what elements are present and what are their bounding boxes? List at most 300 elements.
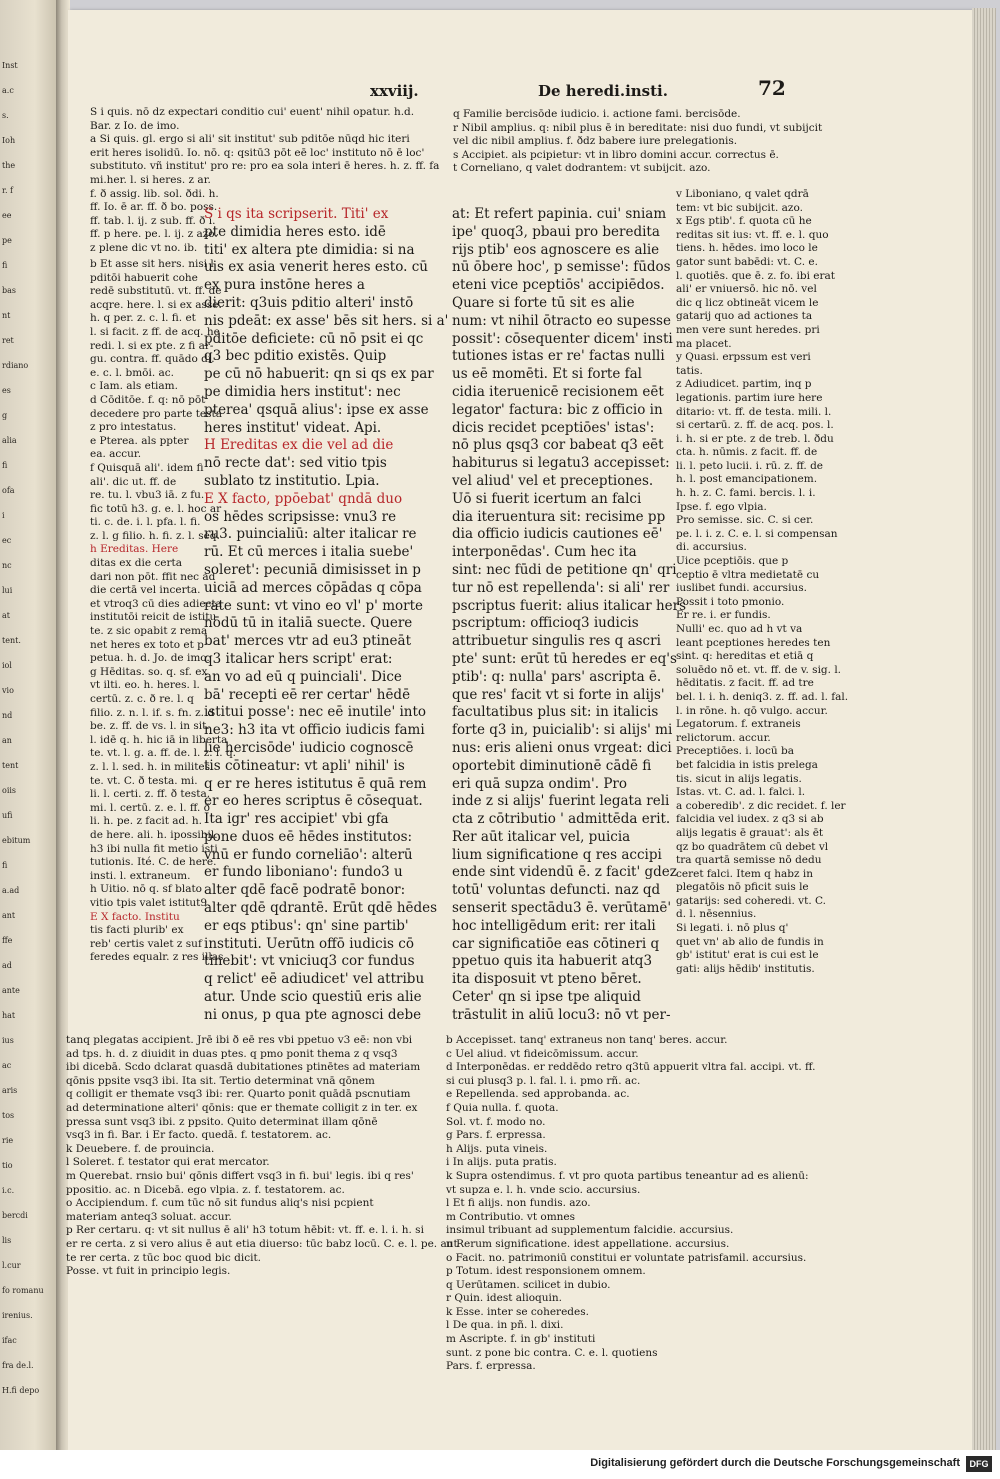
text-line: Ipse. f. ego vlpia. [676,500,767,513]
text-line: filio. z. n. l. if. s. fn. z. d [90,706,215,719]
left-page-fragment-line: fi [2,861,8,870]
left-page-fragment-line: nt [2,311,11,320]
text-line: pone duos eē hēdes institutos: [204,828,413,845]
left-page-fragment-line: ac [2,1061,12,1070]
text-line: a Si quis. gl. ergo si ali' sit institut' sub pditōe nūqd hic iteri [90,133,410,146]
left-page-fragment-line: g [2,411,8,420]
text-line: tis. sicut in alijs legatis. [676,772,802,785]
text-line: Rer aūt italicar vel, puicia [452,828,631,845]
text-line: Er re. i. er fundis. [676,609,771,622]
text-line: bat' merces vtr ad eu3 ptineāt [204,633,412,650]
text-line: de here. ali. h. ipossibil. [90,828,218,841]
text-line: rū. Et cū merces i italia suebe' [204,544,414,561]
footer-bar [0,1450,1000,1479]
text-line: materiam anteq3 soluat. accur. [66,1210,232,1223]
book-page [68,10,972,1450]
text-line: te. vt. C. ð testa. mi. [90,774,198,787]
text-line: ea. accur. [90,448,142,461]
text-line: Bar. z Io. de imo. [90,119,180,132]
text-line: nō plus qsq3 cor babeat q3 eēt [452,437,664,454]
text-line: m Contributio. vt omnes [446,1210,576,1223]
text-line: vsq3 in fi. Bar. i Er facto. quedā. f. testatorem. ac. [66,1129,332,1142]
text-line: an vo ad eū q puinciali'. Dice [204,668,402,685]
text-line: facultatibus plus sit: in italicis [452,704,659,721]
left-page-fragment-line: a.ad [2,886,20,895]
left-page-fragment-line: ad [2,961,12,970]
text-line: vitio tpis valet istitut9. [90,896,211,909]
text-line: net heres ex toto et p [90,638,204,651]
text-line: vel aliud' vel et preceptiones. [452,472,654,489]
text-line: cidia iteruenicē recisionem eēt [452,383,664,400]
text-line: relictorum. accur. [676,731,771,744]
text-line: ditario: vt. ff. de testa. mili. l. [676,405,832,418]
text-line: x Egs ptib'. f. quota cū he [676,215,812,228]
text-line: soleret': pecuniā dimisisset in p [204,561,421,578]
text-line: si certarū. z. ff. de acq. pos. l. [676,419,834,432]
text-line: e Repellenda. sed approbanda. ac. [446,1088,630,1101]
left-page-fragment-line: i [2,511,5,520]
text-line: gati: alijs hēdib' institutis. [676,962,815,975]
text-line: alter qdē facē podratē bonor: [204,882,406,899]
left-page-fragment-line: s. [2,111,9,120]
text-line: be. z. ff. de vs. l. in sit. [90,720,210,733]
text-line: z. l. l. sed. h. in milites [90,760,211,773]
text-line: tutiones istas er re' factas nulli [452,348,665,365]
text-line: qz bo quadrātem cū debet vl [676,840,829,853]
text-line: H Ereditas ex die vel ad die [204,437,394,454]
text-line: Sol. vt. f. modo no. [446,1115,546,1128]
text-line: die certā vel incerta. [90,584,201,597]
text-line: li. h. pe. z facit ad. h. [90,815,203,828]
text-line: nō recte dat': sed vitio tpis [204,455,387,472]
left-page-fragment-line: ebitum [2,836,31,845]
text-line: ibi dicebā. Scdo dclarat quasdā dubitationes ptinētes ad materiam [66,1061,421,1074]
text-line: li. l. certi. z. ff. ð testa. [90,788,211,801]
text-line: g Hēditas. so. q. sf. ex [90,665,208,678]
text-line: ni onus, p qua pte agnosci debe [204,1006,422,1023]
text-line: l. idē q. h. hic iā in liberta [90,733,228,746]
text-line: tinebit': vt vniciuq3 cor fundus [204,953,415,970]
text-line: quet vn' ab alio de fundis in [676,935,824,948]
left-page-fragment-line: ffe [2,936,13,945]
text-line: possit': cōsequenter dicem' insti [452,330,673,347]
text-line: v Liboniano, q valet qdrā [676,188,809,200]
text-line: trāstulit in aliū locu3: nō vt per- [452,1006,671,1023]
text-line: te. z sic opabit z rema [90,625,208,638]
left-page-fragment-line: i.c. [2,1186,15,1195]
text-line: insti. l. extraneum. [90,869,191,882]
text-line: ppositio. ac. n Dicebā. ego vlpia. z. f. testatorem. ac. [66,1183,345,1196]
text-line: z pro intestatus. [90,421,177,434]
text-line: z Adiudicet. partim, inq p [676,378,812,391]
text-line: Pro semisse. sic. C. si cer. [676,514,814,527]
left-page-fragment-line: ofa [2,486,15,495]
text-line: Pars. f. erpressa. [446,1360,536,1373]
text-line: sunt. z pone bic contra. C. e. l. quotiens [446,1346,658,1359]
text-line: ad determinatione alteri' qōnis: que er themate colligit z in ter. ex [66,1101,418,1114]
text-line: b Et asse sit hers. nisi l [90,258,214,270]
text-line: c Uel aliud. vt fideicōmissum. accur. [446,1047,639,1060]
text-line: er eo heres scriptus ē cōsequat. [204,793,423,810]
text-line: d Interponēdas. er reddēdo retro q3tū appuerit vltra fal. accipi. vt. ff. [446,1061,816,1074]
text-line: f Quia nulla. f. quota. [446,1101,559,1114]
text-line: vt ilti. eo. h. heres. l. [90,679,200,692]
text-line: c Iam. als etiam. [90,380,178,393]
text-line: pe. l. i. z. C. e. l. si compensan [676,527,838,540]
text-line: atur. Unde scio questiū eris alie [204,989,422,1006]
text-line: q colligit er themate vsq3 ibi: rer. Quarto ponit quādā pscnutiam [66,1088,411,1101]
text-line: ex pura instōne heres a [204,277,365,294]
text-line: tanq plegatas accipient. Jrē ibi ð eē res vbi ppetuo v3 eē: non vbi [66,1034,413,1046]
left-page-fragment-line: ufi [2,811,13,820]
left-page-fragment-line: alia [2,436,17,445]
text-line: ceret falci. Item q habz in [676,867,813,880]
text-line: dia iteruentura sit: recisime pp [452,508,666,525]
text-line: ti. c. de. i. l. pfa. l. fi. [90,516,201,529]
text-line: ceptio ē vltra medietatē cu [676,568,820,581]
text-line: b Accepisset. tanq' extraneus non tanq' beres. accur. [446,1034,728,1046]
left-page-fragment-line: a.c [2,86,14,95]
text-line: reb' certis valet z suf [90,937,202,950]
text-line: forte q3 in, puicialib': si alijs' mi [452,722,673,739]
text-line: institutōi reicit de istitu [90,611,217,624]
text-line: er eqs ptibus': qn' sine partib' [204,917,409,934]
text-line: hoc intelligēdum erit: rer itali [452,917,656,934]
text-line: h3 ibi nulla fit metio isti [90,842,218,855]
left-page-fragment-line: the [2,161,16,170]
text-line: q relict' eē adiudicet' vel attribu [204,971,425,988]
left-page-fragment-line: lis [2,1236,12,1245]
left-page-fragment-line: ec [2,536,12,545]
text-line: q3 bec pditio existēs. Quip [204,348,387,365]
left-page-fragment-line: at [2,611,10,620]
text-line: E X facto, ppōebat' qndā duo [204,490,403,507]
text-line: Posse. vt fuit in principio legis. [66,1265,231,1278]
text-line: ita disposuit vt pteno bēret. [452,971,642,988]
text-line: habiturus si legatu3 accepisset: [452,455,670,472]
text-line: tutionis. Ité. C. de here. [90,856,217,869]
text-line: acqre. here. l. si ex asse. [90,298,222,311]
text-line: d. l. nēsennius. [676,908,757,921]
text-line: y Quasi. erpssum est veri [676,351,811,364]
text-line: e Pterea. als ppter [90,434,189,447]
running-head-title: De heredi.insti. [538,82,668,100]
text-line: E X facto. Institu [90,910,180,923]
text-line: nus: eris alieni onus vrgeat: dici [452,739,672,756]
text-line: plegatōis nō pficit suis le [676,881,809,894]
text-line: vnū er fundo corneliāo': alterū [204,846,413,863]
text-line: l. quotiēs. que ē. z. fo. ibi erat [676,269,836,282]
text-line: pe cū nō habuerit: qn si qs ex par [204,366,434,383]
page-edges [972,8,996,1450]
left-page-fragment-line: bercdi [2,1211,28,1220]
text-line: l. in rōne. h. qō vulgo. accur. [676,704,828,717]
left-page-fragment-line: tent [2,761,19,770]
left-page-fragment-line: ee [2,211,12,220]
text-line: gatarijs: sed coheredi. vt. C. [676,894,827,907]
text-line: men vere sunt heredes. pri [676,323,820,336]
text-line: ende sint videndū ē. z facit' gdez [452,864,677,881]
text-line: p Totum. idest responsionem omnem. [446,1265,646,1278]
text-line: que res' facit vt si forte in alijs' [452,686,665,703]
left-page-fragment-line: ant [2,911,16,920]
text-line: S i quis. nō dz expectari conditio cui' euent' nihil opatur. h.d. [90,106,415,118]
text-line: bel. l. i. h. deniq3. z. ff. ad. l. fal. [676,690,849,703]
left-page-fragment-line: irenius. [2,1311,33,1320]
text-line: cta z cōtributio ' admittēda erit. [452,811,671,828]
text-line: tis cōtineatur: vt apli' nihil' is [204,757,405,774]
text-line: alijs legatis ē grauat': als ēt [676,826,824,839]
text-line: lium significatione q res accipi [452,846,662,863]
funding-credit: Digitalisierung gefördert durch die Deutsche Forschungsgemeinschaft [590,1457,960,1469]
text-line: petua. h. d. Jo. de imo. [90,652,210,665]
text-line: cta. h. nūmis. z facit. ff. de [676,446,818,459]
text-line: o Facit. no. patrimoniū constitui er voluntate patrisfamil. accursius. [446,1251,807,1264]
text-line: f. ð assig. lib. sol. ðdi. h. [90,187,219,200]
text-line: attribuetur singulis res q ascri [452,633,661,650]
text-line: num: vt nihil ōtracto eo supesse [452,312,671,329]
text-line: eteni vice pceptiōs' accipiēdos. [452,277,665,294]
text-line: o Accipiendum. f. cum tūc nō sit fundus aliq's nisi pcpient [66,1197,374,1210]
text-line: q3 italicar hers script' erat: [204,650,393,667]
text-line: eri quā supza ondim'. Pro [452,775,627,792]
left-page-fragment-line: Inst [2,61,18,70]
text-line: h Ereditas. Here [90,543,179,556]
text-line: i In alijs. puta pratis. [446,1156,557,1169]
text-line: reditas sit ius: vt. ff. e. l. quo [676,228,829,241]
gloss-bottom-right [446,1034,854,1374]
left-page-fragment-line: l.cur [2,1261,21,1270]
left-page-fragment [0,0,58,1479]
text-line: dari non pōt. ffit nec ad [90,570,216,583]
text-line: er re certa. z si vero alius ē aut etia diuerso: tūc babz locū. C. e. l. pe. aut [66,1237,458,1250]
text-line: inde z si alijs' fuerint legata reli [452,793,670,810]
text-line: pte dimidia heres esto. idē [204,223,386,240]
text-line: pscriptum: officioq3 iudicis [452,615,639,632]
text-line: tatis. [676,364,703,377]
left-page-fragment-line: nc [2,561,12,570]
text-line: l Et fi alijs. non fundis. azo. [446,1197,591,1210]
text-line: ditas ex die certa [90,557,182,570]
text-line: hēditatis. z facit. ff. ad tre [676,677,814,690]
text-line: dierit: q3uis pditio alteri' instō [204,294,414,311]
text-line: Ceter' qn si ipse tpe aliquid [452,989,641,1006]
text-line: feredes equalr. z res illas [90,951,224,964]
text-line: pe dimidia hers institut': nec [204,383,401,400]
text-line: dia officio iudicis cautiones eē' [452,526,663,543]
text-line: instituti. Uerūtn offō iudicis cō [204,935,414,952]
text-line: i. h. si er pte. z de treb. l. ðdu [676,432,834,445]
gloss-top-right [453,108,823,176]
left-page-fragment-line: tent. [2,636,21,645]
left-page-fragment-line: H.fi depo [2,1386,40,1395]
text-line: dic q licz obtineāt vicem le [676,296,819,309]
text-line: h Alijs. puta vineis. [446,1142,548,1155]
text-line: falcidia vel iudex. z q3 si ab [676,813,824,826]
text-line: te. vt. l. g. a. ff. de. l. z. l. q. [90,747,237,760]
text-line: h. l. post emancipationem. [676,473,818,486]
text-line: soluēdo nō et. vt. ff. de v. sig. l. [676,663,842,676]
text-line: qōnis ppsite vsq3 ibi. Ita sit. Tertio determinat vnā qōnem [66,1074,375,1087]
text-line: ne3: h3 ita vt officio iudicis fami [204,722,425,739]
left-page-fragment-line: rdiano [2,361,29,370]
text-line: l Soleret. f. testator qui erat mercator. [66,1156,270,1169]
text-line: oportebit diminutionē cādē fi [452,757,652,774]
text-line: Istas. vt. C. ad. l. falci. l. [676,786,806,799]
text-line: lie hercisōde' iudicio cognoscē [204,739,414,756]
text-line: at: Et refert papinia. cui' sniam [452,206,667,222]
text-line: insimul tribuant ad supplementum falcidie. accursius. [446,1224,734,1237]
text-line: Uice pceptiōis. que p [676,555,789,568]
text-line: erit heres isolidū. Io. nō. q: qsitū3 pōt eē loc' instituto nō ē loc' [90,146,425,159]
text-line: ma placet. [676,337,732,350]
text-line: s Accipiet. als pcipietur: vt in libro domini accur. correctus ē. [453,148,779,161]
left-page-fragment-line: hat [2,1011,16,1020]
left-page-fragment-line: fo romanu [2,1286,44,1295]
text-line: q er re heres istitutus ē quā rem [204,775,427,792]
text-line: ff. Io. ē ar. ff. ð bo. poss. [90,201,218,214]
text-line: h Uitio. nō q. sf blato [90,883,203,896]
text-line: ptib': q: nulla' pars' ascripta ē. [452,668,662,685]
text-line: a coberedib'. z dic recidet. f. ler [676,799,846,812]
gloss-left-column [90,258,237,965]
text-line: sublato tz institutio. Lpia. [204,472,380,489]
text-line: te rer certa. z tūc boc quod bic dicit. [66,1251,261,1264]
text-line: uis ex asia venerit heres esto. cū [204,259,428,276]
text-line: d Cōditōe. f. q: nō pōt [90,393,206,406]
text-line: redē substitutū. vt. ff. de [90,285,222,298]
text-line: Possit i toto pmonio. [676,595,785,608]
left-page-fragment-line: tio [2,1161,13,1170]
text-line: Ita igr' res accipiet' vbi gfa [204,811,389,828]
text-line: z plene dic vt no. ib. [90,241,198,254]
left-page-fragment-line: ifac [2,1336,17,1345]
text-line: tiens. h. hēdes. imo loco le [676,242,818,255]
text-line: ru3. puincialiū: alter italicar re [204,526,417,543]
text-line: Quare si forte tū sit es alie [452,294,635,311]
text-line: car significatiōe eas cōtineri q [452,935,660,952]
text-line: istitui posse': nec eē inutile' into [204,704,427,721]
text-line: vel dic nibil amplius. f. ðdz babere iure prelegationis. [453,135,738,148]
text-line: q Uerūtamen. scilicet in dubio. [446,1278,611,1291]
text-line: gatarij quo ad actiones ta [676,310,813,323]
text-line: Legatorum. f. extraneis [676,718,801,731]
text-line: r Quin. idest alioquin. [446,1292,563,1305]
text-line: t Corneliano, q valet dodrantem: vt subijcit. azo. [453,162,711,175]
text-line: us eē momēti. Et si forte fal [452,366,642,383]
text-line: sint: nec fūdi de petitione qn' qri [452,561,677,578]
text-line: l. si facit. z ff. de acq. he [90,325,220,338]
gloss-right-column [676,188,852,976]
text-line: alter qdē qdrantē. Erūt qdē hēdes [204,900,438,917]
text-line: mi. l. certū. z. e. l. ff. ð [90,801,211,814]
text-line: h. h. z. C. fami. bercis. l. i. [676,487,816,500]
text-line: heres institut' videat. Api. [204,419,382,436]
left-page-fragment-line: iol [2,661,12,670]
text-line: ff. tab. l. ij. z sub. ff. ð i. [90,214,216,227]
text-line: f Quisquā ali'. idem fi [90,461,204,474]
text-line: bā' recepti eē rer certar' hēdē [204,686,411,703]
text-line: legator' factura: bic z officio in [452,401,663,418]
left-page-fragment-line: fi [2,461,8,470]
gloss-bottom-left [66,1034,458,1279]
text-line: et vtroq3 cū dies adiecta [90,597,222,610]
text-line: di. accursius. [676,541,747,554]
dfg-logo-icon: DFG [966,1456,992,1472]
text-line: pditōi habuerit cohe [90,271,198,284]
text-line: nū ōbere hoc', p semisse': fūdos [452,259,671,276]
text-line: pressa sunt vsq3 ibi. z ppsito. Quito determinat illam qōnē [66,1115,378,1128]
text-line: r Nibil amplius. q: nibil plus ē in bereditate: nisi duo fundi, vt subijcit [453,121,823,134]
text-line: si cui plusq3 p. l. fal. l. i. pmo rñ. ac. [446,1074,641,1087]
left-page-fragment-line: rie [2,1136,14,1145]
text-line: ppetuo quis ita habuerit atq3 [452,953,653,970]
left-page-fragment-line: aris [2,1086,18,1095]
text-line: mi.her. l. si heres. z ar. [90,173,211,186]
text-line: ali'. dic ut. ff. de [90,475,177,488]
text-line: tur nō est repellenda': si ali' rer [452,579,670,596]
text-line: dicis recidet pceptiōes' istas': [452,419,655,436]
text-line: pterea' qsquā alius': ipse ex asse [204,401,429,418]
text-line: titi' ex altera pte dimidia: si na [204,241,415,258]
text-line: tis facti plurib' ex [90,924,184,937]
text-line: os hēdes scripsisse: vnu3 re [204,508,397,525]
text-line: er fundo liboniano': fundo3 u [204,864,403,881]
text-line: tem: vt bic subijcit. azo. [676,201,803,214]
text-line: gu. contra. ff. quādo di. [90,353,215,366]
text-line: Nulli' ec. quo ad h vt va [676,623,803,635]
left-page-fragment-line: lui [2,586,13,595]
text-line: Si legati. i. nō plus q' [676,922,789,935]
text-line: k Deuebere. f. de prouincia. [66,1142,215,1155]
left-page-fragment-line: nd [2,711,13,720]
folio-number: 72 [758,76,786,100]
text-line: vt supza e. l. h. vnde scio. accursius. [446,1183,641,1196]
text-line: Preceptiōes. i. locū ba [676,745,794,758]
text-line: gb' istitut' erat is cui est le [676,949,819,962]
text-line: pditōe deficiete: cū nō psit ei qc [204,330,424,347]
text-line: leant pceptiones heredes ten [676,636,831,649]
text-line: bet falcidia in istis prelega [676,758,818,771]
text-line: ipe' quoq3, pbaui pro bereditа [452,223,660,240]
text-line: decedere pro parte testa [90,407,223,420]
text-line: ali' er vniuersō. hic nō. vel [676,283,817,296]
left-page-fragment-line: fi [2,261,8,270]
text-line: S i qs ita scripserit. Titi' ex [204,206,389,222]
text-line: fic totū h3. g. e. l. hoc ar [90,502,222,515]
text-line: interponēdas'. Cum hec ita [452,544,637,561]
left-page-fragment-line: ius [2,1036,14,1045]
text-line: re. tu. l. vbu3 iā. z fu. [90,489,205,502]
left-page-fragment-line: es [2,386,11,395]
text-line: uiciā ad merces cōpādas q cōpa [204,579,422,596]
text-line: e. c. l. bmōi. ac. [90,366,174,379]
left-page-fragment-line: bas [2,286,16,295]
text-line: sint. q: hereditas et etiā q [676,650,814,663]
text-line: nis pdeāt: ex asse' bēs sit hers. si a' [204,312,449,329]
left-page-fragment-line: tos [2,1111,15,1120]
text-line: m Ascripte. f. in gb' instituti [446,1333,596,1346]
text-line: totū' voluntas defuncti. naz qd [452,882,661,899]
text-line: rate sunt: vt vino eo vl' p' morte [204,597,423,614]
left-page-fragment-line: r. f [2,186,13,195]
left-page-fragment-line: fra de.l. [2,1361,34,1370]
text-line: ff. p here. pe. l. ij. z azo. [90,228,218,241]
text-line: g Pars. f. erpressa. [446,1129,546,1142]
main-text-column-2 [452,206,690,1025]
left-page-fragment-line: pe [2,236,12,245]
text-line: m Querebat. rnsio bui' qōnis differt vsq3 in fi. bui' legis. ibi q res' [66,1169,414,1182]
